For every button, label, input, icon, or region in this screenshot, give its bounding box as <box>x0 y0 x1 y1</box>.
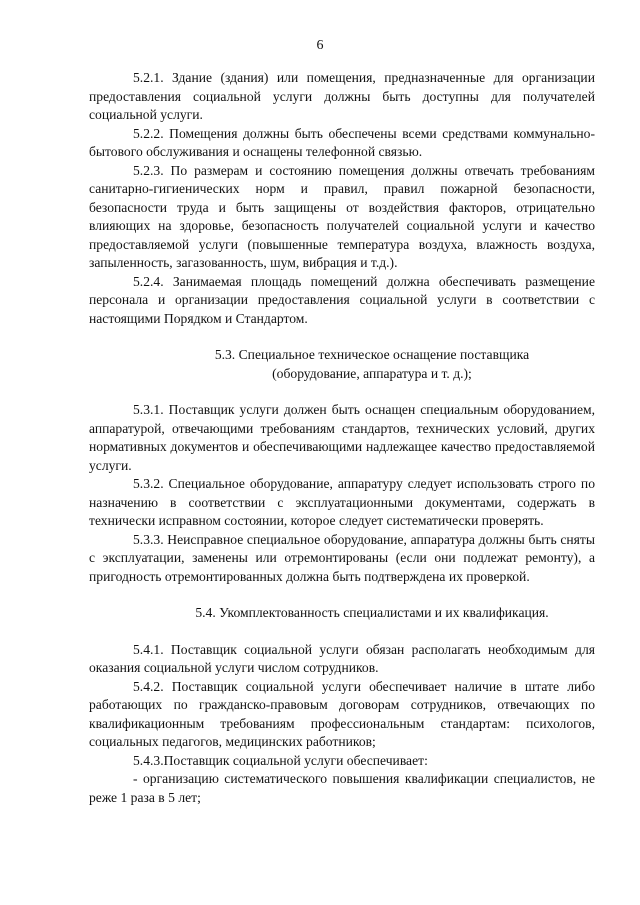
section-heading-5-3-line2: (оборудование, аппаратура и т. д.); <box>272 365 472 381</box>
paragraph-5-3-2: 5.3.2. Специальное оборудование, аппаратуру следует использовать строго по назначению в соответствии с эксплуатационными документами, содержать в технически исправном состоянии, которое следует систематически проверять. <box>89 476 595 528</box>
paragraph-5-2-4: 5.2.4. Занимаемая площадь помещений должна обеспечивать размещение персонала и организации предоставления социальной услуги в соответствии с настоящими Порядком и Стандартом. <box>89 273 595 326</box>
paragraph-5-4-3-item: - организацию систематического повышения квалификации специалистов, не реже 1 раза в 5 лет; <box>89 771 595 805</box>
spacer <box>89 328 595 346</box>
document-body <box>89 69 595 807</box>
section-heading-5-4: 5.4. Укомплектованность специалистами и их квалификация. <box>195 605 549 620</box>
paragraph-5-3-1: 5.3.1. Поставщик услуги должен быть оснащен специальным оборудованием, аппаратурой, отвечающими требованиям стандартов, технических условий, других нормативных документов и обеспечивающими надлежащее качество предоставляемой услуги. <box>89 402 595 473</box>
page-number: 6 <box>316 38 324 53</box>
section-heading-5-3 <box>89 346 595 383</box>
paragraph-5-2-3: 5.2.3. По размерам и состоянию помещения должны отвечать требованиям санитарно-гигиенических норм и правил, правил пожарной безопасности, безопасности труда и быть защищены от воздействия факторов, отрицательно влияющих на здоровье, безопасность получателей социальной услуги и качество предоставляемой услуги (повышенные температура воздуха, влажность воздуха, запыленность, загазованность, шум, вибрация и т.д.). <box>89 162 595 270</box>
paragraph-5-4-3: 5.4.3.Поставщик социальной услуги обеспечивает: <box>133 752 428 768</box>
paragraph-5-2-1: 5.2.1. Здание (здания) или помещения, предназначенные для организации предоставления социальной услуги должны быть доступны для получателей социальной услуги. <box>89 70 595 122</box>
spacer <box>89 586 595 604</box>
paragraph-5-4-2: 5.4.2. Поставщик социальной услуги обеспечивает наличие в штате либо работающих по гражданско-правовым договорам сотрудников, отвечающих по квалификационным требованиям профессиональным стандартам: психологов, социальных педагогов, медицинских работников; <box>89 678 595 749</box>
paragraph-5-2-2: 5.2.2. Помещения должны быть обеспечены всеми средствами коммунально-бытового обслуживания и оснащены телефонной связью. <box>89 125 595 159</box>
spacer <box>89 383 595 401</box>
paragraph-5-4-1: 5.4.1. Поставщик социальной услуги обязан располагать необходимым для оказания социальной услуги числом сотрудников. <box>89 641 595 675</box>
paragraph-5-3-3: 5.3.3. Неисправное специальное оборудование, аппаратура должны быть сняты с эксплуатации, заменены или отремонтированы (если они подлежат ремонту), а пригодность отремонтированных должна быть подтверждена их проверкой. <box>89 531 595 584</box>
section-heading-5-3-line1: 5.3. Специальное техническое оснащение поставщика <box>214 347 530 362</box>
spacer <box>89 623 595 641</box>
